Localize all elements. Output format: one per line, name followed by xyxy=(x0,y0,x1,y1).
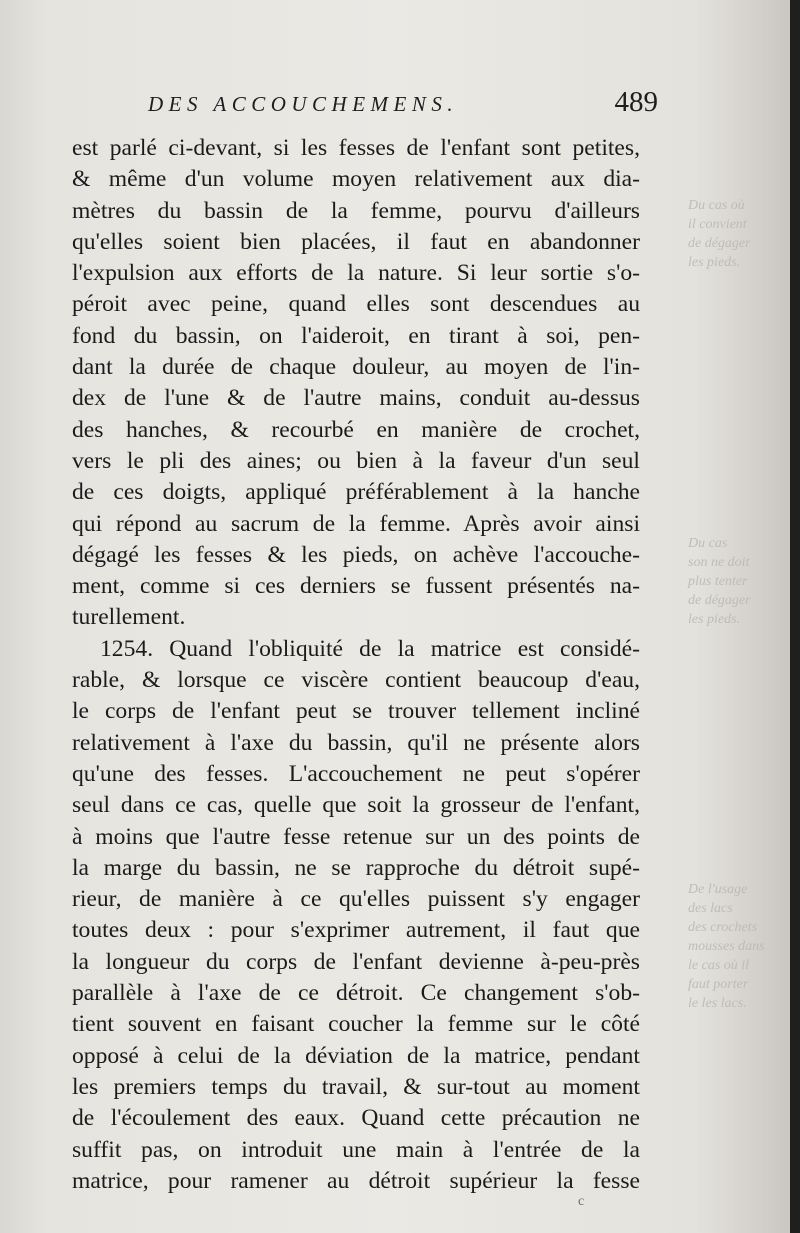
bleed-line: le cas où il xyxy=(688,958,750,973)
text-line: le corps de l'enfant peut se trouver tellement incliné xyxy=(72,698,640,725)
bleed-line: les pieds. xyxy=(688,255,741,270)
page-header xyxy=(148,86,658,122)
text-line: & même d'un volume moyen relativement aux dia- xyxy=(72,166,640,193)
text-line: l'expulsion aux efforts de la nature. Si leur sortie s'o- xyxy=(72,260,640,287)
paragraph-end-line: turellement. xyxy=(72,604,186,631)
bleed-line: le les lacs. xyxy=(688,996,747,1011)
running-title: DES ACCOUCHEMENS. xyxy=(148,92,459,116)
bleed-through-note-1 xyxy=(688,196,783,272)
text-line: dant la durée de chaque douleur, au moyen de l'in- xyxy=(72,354,640,381)
text-line: de ces doigts, appliqué préférablement à la hanche xyxy=(72,479,640,506)
text-line: mètres du bassin de la femme, pourvu d'ailleurs xyxy=(72,197,640,224)
text-line: qui répond au sacrum de la femme. Après avoir ainsi xyxy=(72,510,640,537)
signature-mark: c xyxy=(578,1194,585,1209)
text-line: la longueur du corps de l'enfant devienne à-peu-près xyxy=(72,948,640,975)
text-line: tient souvent en faisant coucher la femme sur le côté xyxy=(72,1011,640,1038)
bleed-line: mousses dans xyxy=(688,939,765,954)
bleed-line: plus tenter xyxy=(688,574,748,589)
text-line: les premiers temps du travail, & sur-tout au moment xyxy=(72,1073,640,1100)
bleed-through-note-3 xyxy=(688,880,783,1013)
text-line: qu'une des fesses. L'accouchement ne peut s'opérer xyxy=(72,760,640,787)
body-text xyxy=(72,133,640,1197)
text-line: matrice, pour ramener au détroit supérieur la fesse xyxy=(72,1167,640,1194)
text-line: péroit avec peine, quand elles sont descendues au xyxy=(72,291,640,318)
text-line: des hanches, & recourbé en manière de crochet, xyxy=(72,416,640,443)
bleed-line: il convient xyxy=(688,217,747,232)
text-line: ment, comme si ces derniers se fussent présentés na- xyxy=(72,573,640,600)
text-line: dégagé les fesses & les pieds, on achève l'accouche- xyxy=(72,541,640,568)
bleed-line: son ne doit xyxy=(688,555,750,570)
bleed-line: des crochets xyxy=(688,920,758,935)
bleed-line: de dégager xyxy=(688,593,751,608)
text-line: seul dans ce cas, quelle que soit la grosseur de l'enfant, xyxy=(72,792,640,819)
text-line: dex de l'une & de l'autre mains, conduit au-dessus xyxy=(72,385,640,412)
bleed-line: Du cas où xyxy=(688,198,745,213)
bleed-through-note-2 xyxy=(688,534,783,629)
text-line: parallèle à l'axe de ce détroit. Ce changement s'ob- xyxy=(72,980,640,1007)
text-line: relativement à l'axe du bassin, qu'il ne présente alors xyxy=(72,729,640,756)
text-line: est parlé ci-devant, si les fesses de l'enfant sont petites, xyxy=(72,135,640,161)
text-line: rable, & lorsque ce viscère contient beaucoup d'eau, xyxy=(72,667,640,694)
text-line: la marge du bassin, ne se rapproche du détroit supé- xyxy=(72,854,640,881)
text-line: rieur, de manière à ce qu'elles puissent s'y engager xyxy=(72,886,640,913)
text-line: vers le pli des aines; ou bien à la faveur d'un seul xyxy=(72,447,640,474)
text-line: à moins que l'autre fesse retenue sur un des points de xyxy=(72,823,640,850)
bleed-line: des lacs xyxy=(688,901,733,916)
bleed-line: faut porter xyxy=(688,977,749,992)
bleed-line: Du cas xyxy=(688,536,728,551)
bleed-line: de dégager xyxy=(688,236,751,251)
text-line: qu'elles soient bien placées, il faut en abandonner xyxy=(72,228,640,255)
page-number: 489 xyxy=(614,86,658,118)
paragraph-start-line: 1254. Quand l'obliquité de la matrice est considé- xyxy=(100,635,640,662)
bleed-line: De l'usage xyxy=(688,882,748,897)
text-line: opposé à celui de la déviation de la matrice, pendant xyxy=(72,1042,640,1069)
text-line: suffit pas, on introduit une main à l'entrée de la xyxy=(72,1136,640,1163)
bleed-line: les pieds. xyxy=(688,612,741,627)
text-line: de l'écoulement des eaux. Quand cette précaution ne xyxy=(72,1105,640,1132)
text-line: toutes deux : pour s'exprimer autrement, il faut que xyxy=(72,917,640,944)
text-line: fond du bassin, on l'aideroit, en tirant à soi, pen- xyxy=(72,322,640,349)
